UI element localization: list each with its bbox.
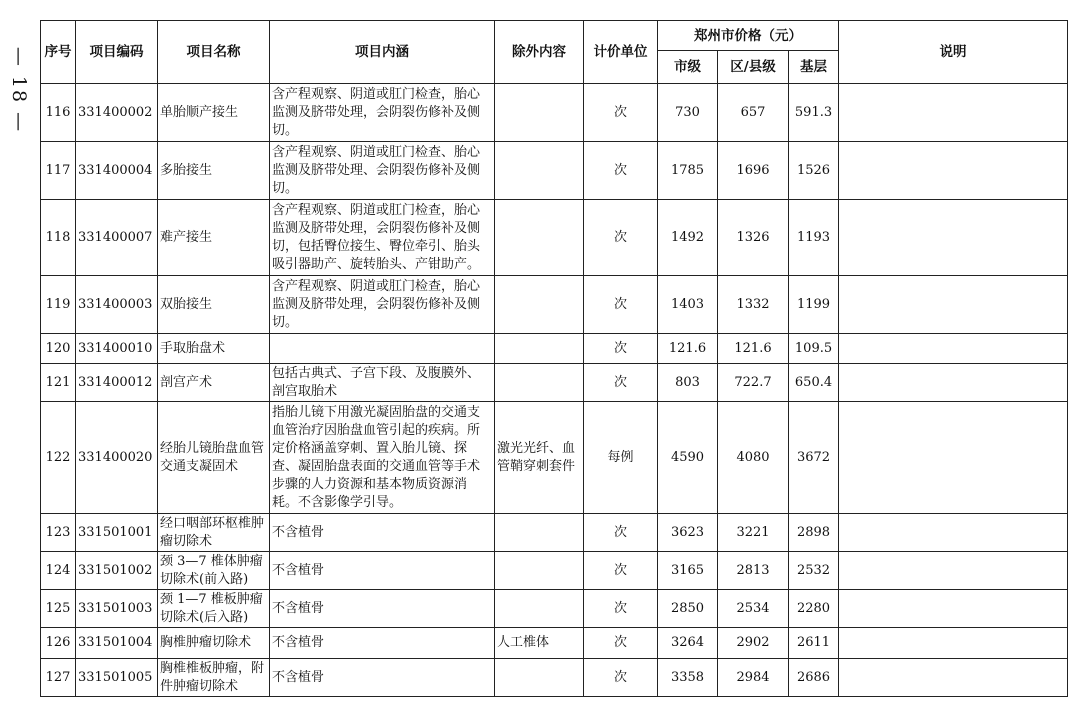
content-cell: 包括古典式、子宫下段、及腹膜外、剖宫取胎术 [270, 364, 495, 402]
table-row [41, 659, 1068, 697]
county-price-cell: 1326 [718, 200, 789, 276]
content-cell: 含产程观察、阴道或肛门检查，胎心监测及脐带处理，会阴裂伤修补及侧切，包括臀位接生、臀位牵引、胎头吸引器助产、旋转胎头、产钳助产。 [270, 200, 495, 276]
content-cell [270, 334, 495, 364]
table-row [41, 364, 1068, 402]
table-row [41, 628, 1068, 659]
code-cell: 331501001 [76, 514, 158, 552]
seq-cell: 119 [41, 276, 76, 334]
basic-price-cell: 2611 [789, 628, 839, 659]
city-price-cell: 3264 [658, 628, 718, 659]
excluded-cell [495, 142, 584, 200]
county-price-cell: 2984 [718, 659, 789, 697]
unit-cell: 每例 [584, 402, 658, 514]
unit-cell: 次 [584, 590, 658, 628]
basic-price-cell: 1193 [789, 200, 839, 276]
basic-price-cell: 2280 [789, 590, 839, 628]
table-row [41, 142, 1068, 200]
seq-cell: 124 [41, 552, 76, 590]
header-content: 项目内涵 [270, 21, 495, 84]
excluded-cell [495, 659, 584, 697]
note-cell [839, 276, 1068, 334]
seq-cell: 117 [41, 142, 76, 200]
name-cell: 颈 3—7 椎体肿瘤切除术(前入路) [158, 552, 270, 590]
name-cell: 经胎儿镜胎盘血管交通支凝固术 [158, 402, 270, 514]
name-cell: 双胎接生 [158, 276, 270, 334]
city-price-cell: 1403 [658, 276, 718, 334]
city-price-cell: 1785 [658, 142, 718, 200]
header-city: 市级 [658, 51, 718, 84]
basic-price-cell: 109.5 [789, 334, 839, 364]
unit-cell: 次 [584, 659, 658, 697]
header-unit: 计价单位 [584, 21, 658, 84]
code-cell: 331400002 [76, 84, 158, 142]
code-cell: 331501002 [76, 552, 158, 590]
code-cell: 331501003 [76, 590, 158, 628]
basic-price-cell: 2898 [789, 514, 839, 552]
city-price-cell: 121.6 [658, 334, 718, 364]
seq-cell: 116 [41, 84, 76, 142]
seq-cell: 120 [41, 334, 76, 364]
city-price-cell: 3623 [658, 514, 718, 552]
code-cell: 331501005 [76, 659, 158, 697]
header-note: 说明 [839, 21, 1068, 84]
excluded-cell [495, 334, 584, 364]
basic-price-cell: 1199 [789, 276, 839, 334]
note-cell [839, 628, 1068, 659]
name-cell: 颈 1—7 椎板肿瘤切除术(后入路) [158, 590, 270, 628]
city-price-cell: 730 [658, 84, 718, 142]
table-row [41, 402, 1068, 514]
code-cell: 331400010 [76, 334, 158, 364]
city-price-cell: 3358 [658, 659, 718, 697]
basic-price-cell: 1526 [789, 142, 839, 200]
seq-cell: 123 [41, 514, 76, 552]
name-cell: 手取胎盘术 [158, 334, 270, 364]
name-cell: 经口咽部环枢椎肿瘤切除术 [158, 514, 270, 552]
unit-cell: 次 [584, 142, 658, 200]
code-cell: 331400004 [76, 142, 158, 200]
name-cell: 胸椎椎板肿瘤，附件肿瘤切除术 [158, 659, 270, 697]
county-price-cell: 722.7 [718, 364, 789, 402]
city-price-cell: 3165 [658, 552, 718, 590]
code-cell: 331400012 [76, 364, 158, 402]
table-row [41, 200, 1068, 276]
note-cell [839, 84, 1068, 142]
table-row [41, 334, 1068, 364]
seq-cell: 118 [41, 200, 76, 276]
table-row [41, 276, 1068, 334]
county-price-cell: 4080 [718, 402, 789, 514]
seq-cell: 125 [41, 590, 76, 628]
content-cell: 指胎儿镜下用激光凝固胎盘的交通支血管治疗因胎盘血管引起的疾病。所定价格涵盖穿刺、置入胎儿镜、探查、凝固胎盘表面的交通血管等手术步骤的人力资源和基本物质资源消耗。不含影像学引导。 [270, 402, 495, 514]
price-table [40, 20, 1068, 697]
code-cell: 331400007 [76, 200, 158, 276]
unit-cell: 次 [584, 364, 658, 402]
header-county: 区/县级 [718, 51, 789, 84]
table-row [41, 84, 1068, 142]
table-row [41, 514, 1068, 552]
table-body [41, 84, 1068, 697]
content-cell: 含产程观察、阴道或肛门检查，胎心监测及脐带处理，会阴裂伤修补及侧切。 [270, 276, 495, 334]
basic-price-cell: 2686 [789, 659, 839, 697]
seq-cell: 122 [41, 402, 76, 514]
table-row [41, 590, 1068, 628]
page-number-text: — 18 — [8, 46, 31, 134]
note-cell [839, 590, 1068, 628]
name-cell: 多胎接生 [158, 142, 270, 200]
name-cell: 剖宫产术 [158, 364, 270, 402]
header-name: 项目名称 [158, 21, 270, 84]
content-cell: 含产程观察、阴道或肛门检查，胎心监测及脐带处理，会阴裂伤修补及侧切。 [270, 84, 495, 142]
page-number [4, 40, 34, 140]
note-cell [839, 200, 1068, 276]
unit-cell: 次 [584, 200, 658, 276]
header-seq: 序号 [41, 21, 76, 84]
city-price-cell: 2850 [658, 590, 718, 628]
basic-price-cell: 2532 [789, 552, 839, 590]
unit-cell: 次 [584, 514, 658, 552]
note-cell [839, 402, 1068, 514]
name-cell: 胸椎肿瘤切除术 [158, 628, 270, 659]
code-cell: 331400020 [76, 402, 158, 514]
table-row [41, 552, 1068, 590]
unit-cell: 次 [584, 334, 658, 364]
code-cell: 331501004 [76, 628, 158, 659]
county-price-cell: 121.6 [718, 334, 789, 364]
city-price-cell: 4590 [658, 402, 718, 514]
content-cell: 不含植骨 [270, 552, 495, 590]
header-excluded: 除外内容 [495, 21, 584, 84]
code-cell: 331400003 [76, 276, 158, 334]
county-price-cell: 1332 [718, 276, 789, 334]
basic-price-cell: 650.4 [789, 364, 839, 402]
county-price-cell: 2813 [718, 552, 789, 590]
content-cell: 不含植骨 [270, 628, 495, 659]
basic-price-cell: 591.3 [789, 84, 839, 142]
seq-cell: 127 [41, 659, 76, 697]
unit-cell: 次 [584, 552, 658, 590]
note-cell [839, 142, 1068, 200]
header-price-group: 郑州市价格（元） [658, 21, 839, 51]
name-cell: 单胎顺产接生 [158, 84, 270, 142]
excluded-cell [495, 276, 584, 334]
note-cell [839, 552, 1068, 590]
unit-cell: 次 [584, 276, 658, 334]
content-cell: 含产程观察、阴道或肛门检查、胎心监测及脐带处理、会阴裂伤修补及侧切。 [270, 142, 495, 200]
seq-cell: 121 [41, 364, 76, 402]
county-price-cell: 2534 [718, 590, 789, 628]
header-basic: 基层 [789, 51, 839, 84]
note-cell [839, 514, 1068, 552]
excluded-cell [495, 514, 584, 552]
header-code: 项目编码 [76, 21, 158, 84]
excluded-cell: 人工椎体 [495, 628, 584, 659]
county-price-cell: 657 [718, 84, 789, 142]
city-price-cell: 803 [658, 364, 718, 402]
excluded-cell [495, 84, 584, 142]
basic-price-cell: 3672 [789, 402, 839, 514]
note-cell [839, 334, 1068, 364]
county-price-cell: 1696 [718, 142, 789, 200]
unit-cell: 次 [584, 84, 658, 142]
excluded-cell: 激光光纤、血管鞘穿刺套件 [495, 402, 584, 514]
excluded-cell [495, 200, 584, 276]
name-cell: 难产接生 [158, 200, 270, 276]
content-cell: 不含植骨 [270, 659, 495, 697]
seq-cell: 126 [41, 628, 76, 659]
content-cell: 不含植骨 [270, 590, 495, 628]
note-cell [839, 364, 1068, 402]
excluded-cell [495, 590, 584, 628]
city-price-cell: 1492 [658, 200, 718, 276]
note-cell [839, 659, 1068, 697]
content-cell: 不含植骨 [270, 514, 495, 552]
county-price-cell: 2902 [718, 628, 789, 659]
excluded-cell [495, 552, 584, 590]
unit-cell: 次 [584, 628, 658, 659]
excluded-cell [495, 364, 584, 402]
county-price-cell: 3221 [718, 514, 789, 552]
